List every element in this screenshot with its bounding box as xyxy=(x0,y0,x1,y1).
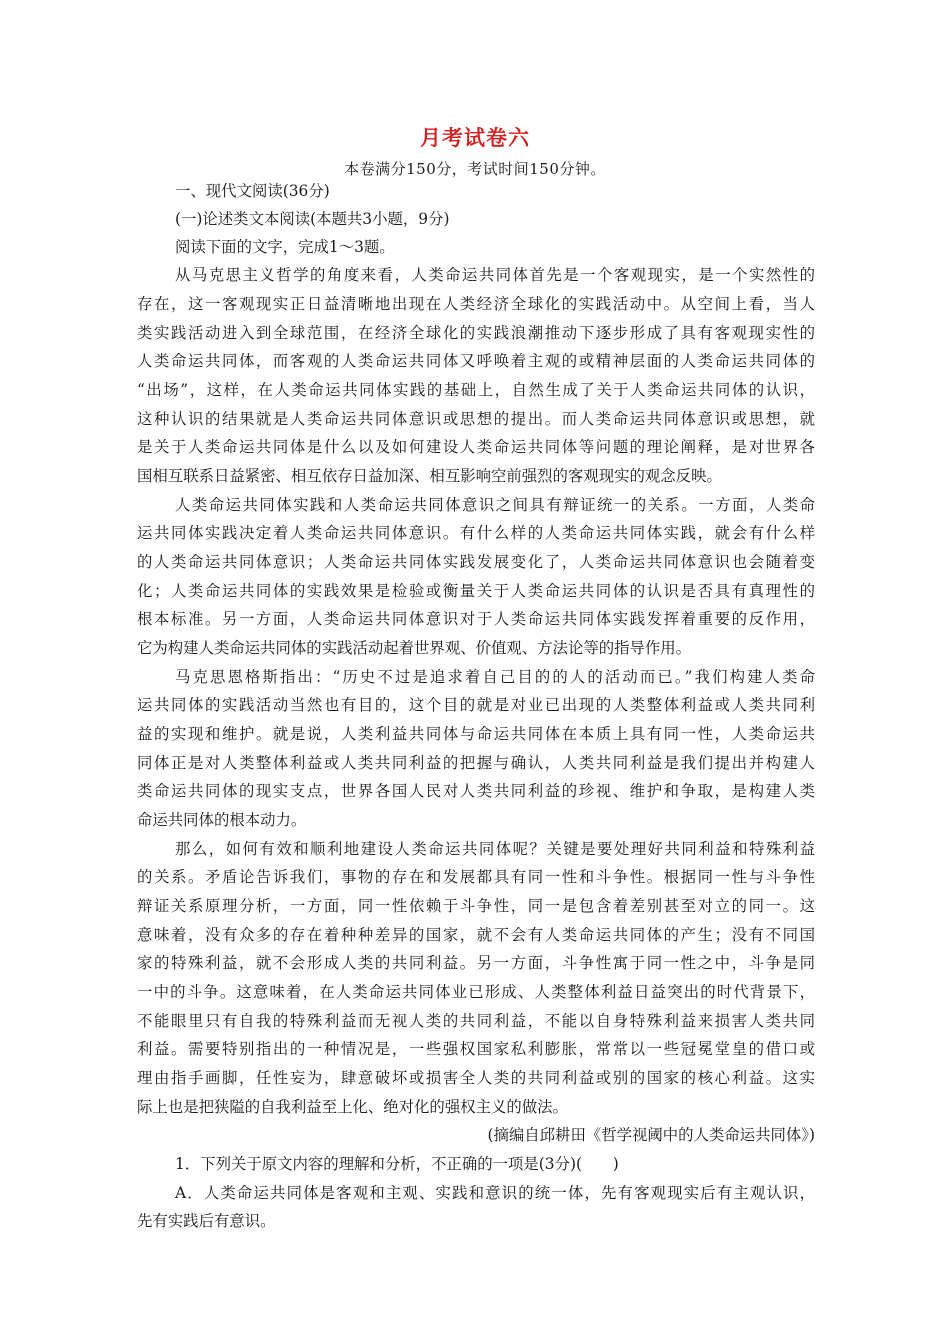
reading-instruction: 阅读下面的文字，完成1～3题。 xyxy=(175,238,395,256)
paragraph-line: 意味着，没有众多的存在着种种差异的国家，就不会有人类命运共同体的产生；没有不同国 xyxy=(137,926,815,944)
exam-subtitle: 本卷满分150分，考试时间150分钟。 xyxy=(344,160,606,178)
source-citation: (摘编自邱耕田《哲学视阈中的人类命运共同体》) xyxy=(487,1126,815,1144)
paragraph-line: 马克思恩格斯指出：“历史不过是追求着自己目的的人的活动而已。”我们构建人类命 xyxy=(175,668,815,686)
paragraph-line: 一中的斗争。这意味着，在人类命运共同体业已形成、人类整体利益日益突出的时代背景下， xyxy=(137,983,815,1001)
paragraph-line: 际上也是把狭隘的自我利益至上化、绝对化的强权主义的做法。 xyxy=(137,1098,568,1116)
option-a-line: 先有实践后有意识。 xyxy=(137,1212,276,1230)
paragraph-line: 不能眼里只有自我的特殊利益而无视人类的共同利益，不能以自身特殊利益来损害人类共同 xyxy=(137,1012,815,1030)
paragraph-line: 命运共同体的根本动力。 xyxy=(137,811,307,829)
subsection-heading: (一)论述类文本阅读(本题共3小题，9分) xyxy=(175,210,450,228)
paragraph-line: 理由指手画脚，任性妄为，肆意破坏或损害全人类的共同利益或别的国家的核心利益。这实 xyxy=(137,1069,815,1087)
paragraph-line: 存在，这一客观现实正日益清晰地出现在人类经济全球化的实践活动中。从空间上看，当人 xyxy=(137,295,815,313)
paragraph-line: 同体正是对人类整体利益或人类共同利益的把握与确认，人类共同利益是我们提出并构建人 xyxy=(137,754,815,772)
paragraph-line: 化；人类命运共同体的实践效果是检验或衡量关于人类命运共同体的认识是否具有真理性的 xyxy=(137,582,815,600)
paragraph-line: 国相互联系日益紧密、相互依存日益加深、相互影响空前强烈的客观现实的观念反映。 xyxy=(137,467,722,485)
paragraph-line: 类命运共同体的现实支点，世界各国人民对人类共同利益的珍视、维护和争取，是构建人类 xyxy=(137,782,815,800)
paragraph-line: 运共同体的实践活动当然也有目的，这个目的就是对业已出现的人类整体利益或人类共同利 xyxy=(137,696,815,714)
paragraph-line: 辩证关系原理分析，一方面，同一性依赖于斗争性，同一是包含着差别甚至对立的同一。这 xyxy=(137,897,815,915)
paragraph-line: 益的实现和维护。就是说，人类利益共同体与命运共同体在本质上具有同一性，人类命运共 xyxy=(137,725,815,743)
paragraph-line: 是关于人类命运共同体是什么以及如何建设人类命运共同体等问题的理论阐释，是对世界各 xyxy=(137,438,815,456)
paragraph-line: 人类命运共同体，而客观的人类命运共同体又呼唤着主观的或精神层面的人类命运共同体的 xyxy=(137,352,815,370)
question-1: 1．下列关于原文内容的理解和分析，不正确的一项是(3分)( ) xyxy=(175,1155,619,1173)
paragraph-line: 运共同体实践决定着人类命运共同体意识。有什么样的人类命运共同体实践，就会有什么样 xyxy=(137,524,815,542)
paragraph-line: 的人类命运共同体意识；人类命运共同体实践发展变化了，人类命运共同体意识也会随着变 xyxy=(137,553,815,571)
paragraph-line: 这种认识的结果就是人类命运共同体意识或思想的提出。而人类命运共同体意识或思想，就 xyxy=(137,410,815,428)
paragraph-line: 它为构建人类命运共同体的实践活动起着世界观、价值观、方法论等的指导作用。 xyxy=(137,639,692,657)
paragraph-line: 根本标准。另一方面，人类命运共同体意识对于人类命运共同体实践发挥着重要的反作用， xyxy=(137,610,815,628)
paragraph-line: “出场”，这样，在人类命运共同体实践的基础上，自然生成了关于人类命运共同体的认识， xyxy=(137,381,815,399)
paragraph-line: 家的特殊利益，就不会形成人类的共同利益。另一方面，斗争性寓于同一性之中，斗争是同 xyxy=(137,954,815,972)
paragraph-line: 从马克思主义哲学的角度来看，人类命运共同体首先是一个客观现实，是一个实然性的 xyxy=(175,266,815,284)
section-heading: 一、现代文阅读(36分) xyxy=(175,182,330,200)
paragraph-line: 的关系。矛盾论告诉我们，事物的存在和发展都具有同一性和斗争性。根据同一性与斗争性 xyxy=(137,868,815,886)
paragraph-line: 类实践活动进入到全球范围，在经济全球化的实践浪潮推动下逐步形成了具有客观现实性的 xyxy=(137,324,815,342)
option-a-line: A．人类命运共同体是客观和主观、实践和意识的统一体，先有客观现实后有主观认识， xyxy=(175,1184,815,1202)
exam-title: 月考试卷六 xyxy=(420,126,530,150)
paragraph-line: 那么，如何有效和顺利地建设人类命运共同体呢？关键是要处理好共同利益和特殊利益 xyxy=(175,840,815,858)
paragraph-line: 利益。需要特别指出的一种情况是，一些强权国家私利膨胀，常常以一些冠冕堂皇的借口或 xyxy=(137,1040,815,1058)
paragraph-line: 人类命运共同体实践和人类命运共同体意识之间具有辩证统一的关系。一方面，人类命 xyxy=(175,496,815,514)
